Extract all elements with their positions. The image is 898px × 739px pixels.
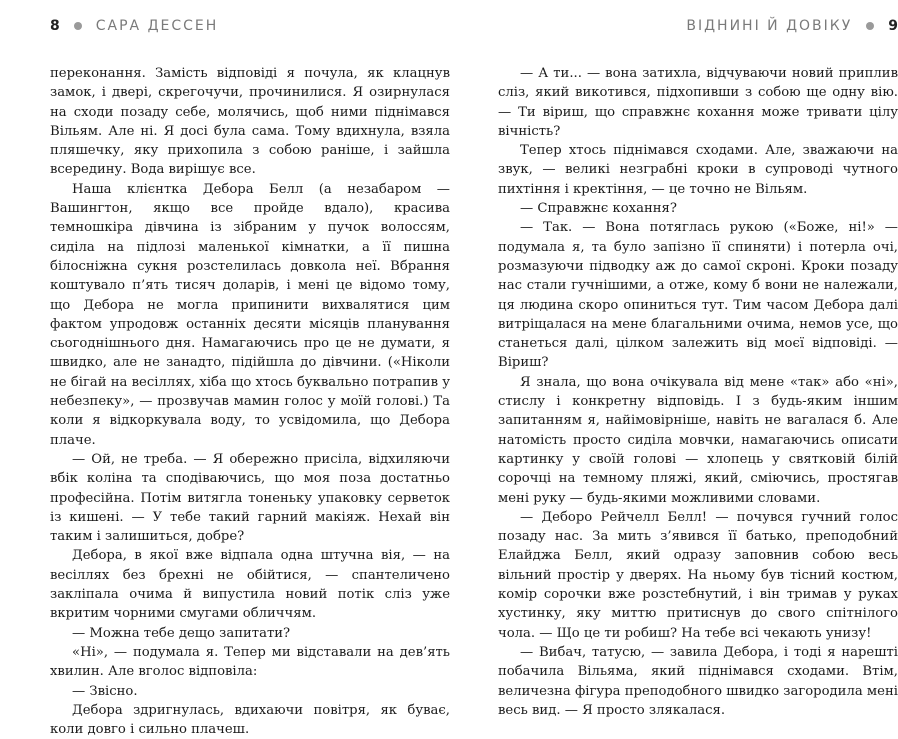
right-page bbox=[498, 0, 898, 718]
right-page-number: 9 bbox=[888, 18, 898, 34]
paragraph: «Ні», — подумала я. Тепер ми відставали на дев’ять хвилин. Але вголос відповіла: bbox=[50, 644, 450, 680]
paragraph: — Звісно. bbox=[72, 683, 138, 699]
header-bullet-icon bbox=[74, 22, 82, 30]
paragraph: — Ой, не треба. — Я обережно присіла, відхиляючи вбік коліна та сподіваючись, що моя поза достатньо професійна. Потім витягла тоненьку упаковку серветок із кишені. — У тебе такий гарний макіяж. Нехай він таким і залишиться, добре? bbox=[50, 451, 450, 545]
paragraph: Тепер хтось піднімався сходами. Але, зважаючи на звук, — великі незграбні кроки в супроводі чутного пихтіння і кректіння, — це точно не Вільям. bbox=[498, 143, 898, 197]
left-page-text bbox=[50, 64, 450, 739]
paragraph: — Вибач, татусю, — завила Дебора, і тоді я нарешті побачила Вільяма, який піднімався сходами. Втім, величезна фігура преподобного швидко загородила мені весь вид. — Я просто злякалася. bbox=[498, 644, 898, 718]
left-running-head: САРА ДЕССЕН bbox=[95, 18, 219, 34]
right-running-header bbox=[498, 16, 898, 36]
paragraph: — Так. — Вона потяглась рукою («Боже, ні!» — подумала я, та було запізно її спиняти) і потерла очі, розмазуючи підводку аж до самої скроні. Кроки позаду нас стали гучнішими, а отже, кому б вони не належали, ця людина скоро опиниться тут. Тим часом Дебора далі витріщалася на мене благальними очима, немов усе, що станеться далі, цілком залежить від моєї відповіді. — Віриш? bbox=[498, 220, 898, 371]
paragraph: переконання. Замість відповіді я почула, як клацнув замок, і двері, скрегочучи, прочинилися. Я озирнулася на сходи позаду себе, молячись, щоб ними піднімався Вільям. Але ні. Я досі була сама. Тому вдихнула, взяла пляшечку, яку прихопила з собою раніше, і зайшла всередину. Вода вирішує все. bbox=[50, 66, 450, 178]
paragraph: Наша клієнтка Дебора Белл (а незабаром — Вашингтон, якщо все пройде вдало), красива темношкіра дівчина із зібраним у пучок волоссям, сиділа на підлозі маленької кімнатки, а її пишна білосніжна сукня розстелилась довкола неї. Вбрання коштувало п’ять тисяч доларів, і мені це відомо тому, що Дебора не могла припинити вихвалятися цим фактом упродовж останніх десяти місяців планування сьогоднішнього дня. Намагаючись про це не думати, я швидко, але не занадто, підійшла до дівчини. («Ніколи не бігай на весіллях, хіба що хтось буквально потрапив у небезпеку», — прозвучав мамин голос у моїй голові.) Та коли я відкоркувала воду, то усвідомила, що Дебора плаче. bbox=[50, 181, 450, 448]
paragraph: Дебора, в якої вже відпала одна штучна вія, — на весіллях без брехні не обійтися, — спантеличено закліпала очима й випустила новий потік сліз уже вкритим чорними смугами обличчям. bbox=[50, 548, 450, 622]
paragraph: Я знала, що вона очікувала від мене «так» або «ні», стислу і конкретну відповідь. І з будь-яким іншим запитанням я, найімовірніше, навіть не вагалася б. Але натомість просто сиділа мовчки, намагаючись описати картинку у своїй голові — хлопець у святковій білій сорочці на темному пляжі, який, сміючись, простягав мені руку — будь-якими можливими словами. bbox=[498, 374, 898, 506]
paragraph: Дебора здригнулась, вдихаючи повітря, як буває, коли довго і сильно плачеш. bbox=[50, 702, 450, 738]
left-page bbox=[50, 0, 450, 738]
right-running-head: ВІДНИНІ Й ДОВІКУ bbox=[686, 18, 853, 34]
paragraph: — А ти... — вона затихла, відчуваючи новий приплив сліз, який викотився, підхопивши з собою ще одну вію. — Ти віриш, що справжнє кохання може тривати цілу вічність? bbox=[498, 66, 898, 139]
left-running-header bbox=[50, 16, 450, 36]
paragraph: — Деборо Рейчелл Белл! — почувся гучний голос позаду нас. За мить з’явився її батько, преподобний Елайджа Белл, який одразу заповнив собою весь вільний простір у дверях. На ньому був тісний костюм, комір сорочки вже розстебнутий, і він тримав у руках хустинку, яку миттю притиснув до свого спітнілого чола. — Що це ти робиш? На тебе всі чекають унизу! bbox=[498, 509, 898, 641]
paragraph: — Можна тебе дещо запитати? bbox=[72, 625, 291, 641]
paragraph: — Справжнє кохання? bbox=[520, 201, 677, 217]
header-bullet-icon bbox=[866, 22, 874, 30]
left-page-number: 8 bbox=[50, 18, 60, 34]
right-page-text bbox=[498, 64, 898, 720]
